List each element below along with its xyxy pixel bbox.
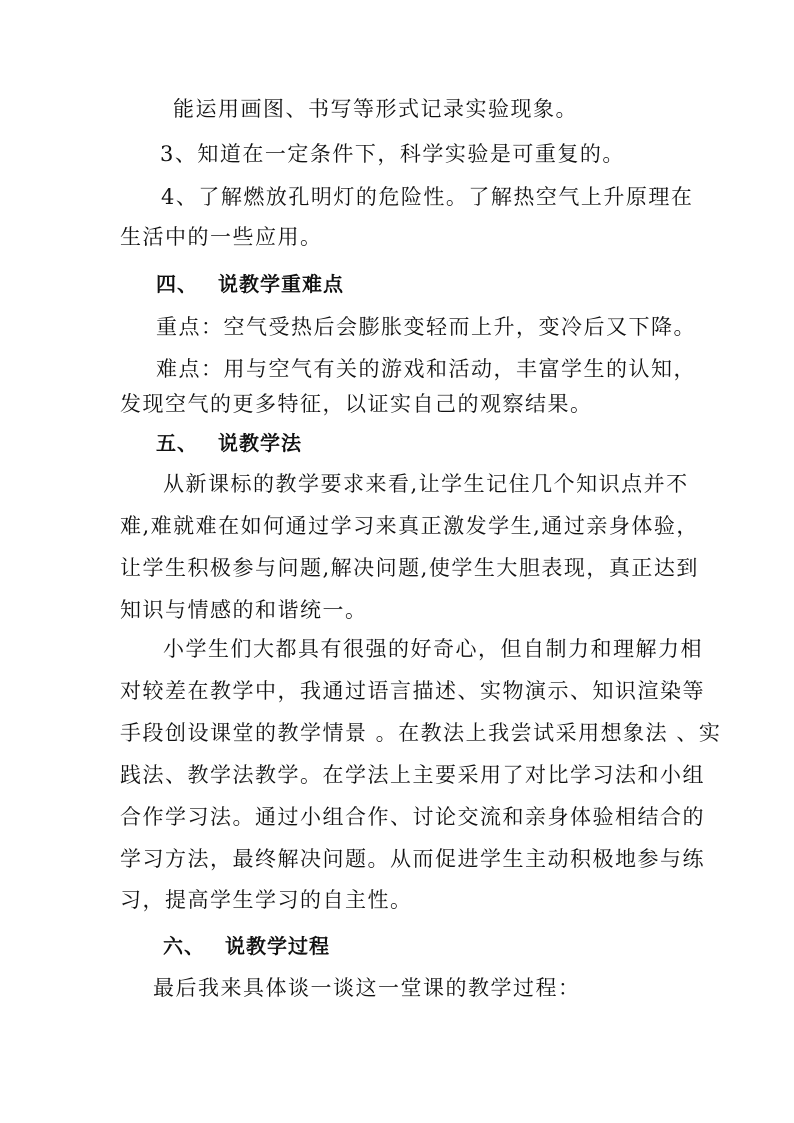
section-title: 说教学重难点 bbox=[218, 272, 344, 296]
paragraph-line: 对较差在教学中，我通过语言描述、实物演示、知识渲染等 bbox=[120, 679, 705, 703]
difficulty-line: 难点：用与空气有关的游戏和活动，丰富学生的认知， bbox=[156, 357, 696, 381]
paragraph-line: 小学生们大都具有很强的好奇心，但自制力和理解力相 bbox=[163, 637, 703, 661]
key-point-line: 重点：空气受热后会膨胀变轻而上升，变冷后又下降。 bbox=[156, 315, 696, 339]
paragraph-line: 学习方法，最终解决问题。从而促进学生主动积极地参与练 bbox=[120, 847, 705, 871]
section-number: 五、 bbox=[156, 431, 198, 455]
paragraph-line: 知识与情感的和谐统一。 bbox=[120, 598, 368, 622]
difficulty-line: 发现空气的更多特征，以证实自己的观察结果。 bbox=[120, 392, 593, 416]
paragraph-line: 能运用画图、书写等形式记录实验现象。 bbox=[173, 97, 578, 121]
section-heading-4 bbox=[156, 270, 344, 298]
paragraph-line: 从新课标的教学要求来看,让学生记住几个知识点并不 bbox=[163, 472, 689, 496]
section-heading-6 bbox=[163, 932, 330, 960]
section-title: 说教学过程 bbox=[225, 934, 330, 958]
section-title: 说教学法 bbox=[218, 431, 302, 455]
paragraph-line: 手段创设课堂的教学情景 。在教法上我尝试采用想象法 、实 bbox=[120, 721, 722, 745]
paragraph-line: 践法、教学法教学。在学法上主要采用了对比学习法和小组 bbox=[120, 763, 705, 787]
section-heading-5 bbox=[156, 429, 302, 457]
paragraph-line: 3、知道在一定条件下，科学实验是可重复的。 bbox=[160, 142, 625, 166]
paragraph-line: 合作学习法。通过小组合作、讨论交流和亲身体验相结合的 bbox=[120, 805, 705, 829]
paragraph-line: 4、了解燃放孔明灯的危险性。了解热空气上升原理在 bbox=[161, 185, 694, 209]
section-number: 六、 bbox=[163, 934, 205, 958]
section-number: 四、 bbox=[156, 272, 198, 296]
paragraph-line: 最后我来具体谈一谈这一堂课的教学过程： bbox=[153, 976, 581, 1000]
paragraph-line: 让学生积极参与问题,解决问题,使学生大胆表现，真正达到 bbox=[120, 556, 699, 580]
paragraph-line: 生活中的一些应用。 bbox=[120, 225, 323, 249]
paragraph-line: 难,难就难在如何通过学习来真正激发学生,通过亲身体验， bbox=[120, 514, 699, 538]
paragraph-line: 习，提高学生学习的自主性。 bbox=[120, 888, 413, 912]
